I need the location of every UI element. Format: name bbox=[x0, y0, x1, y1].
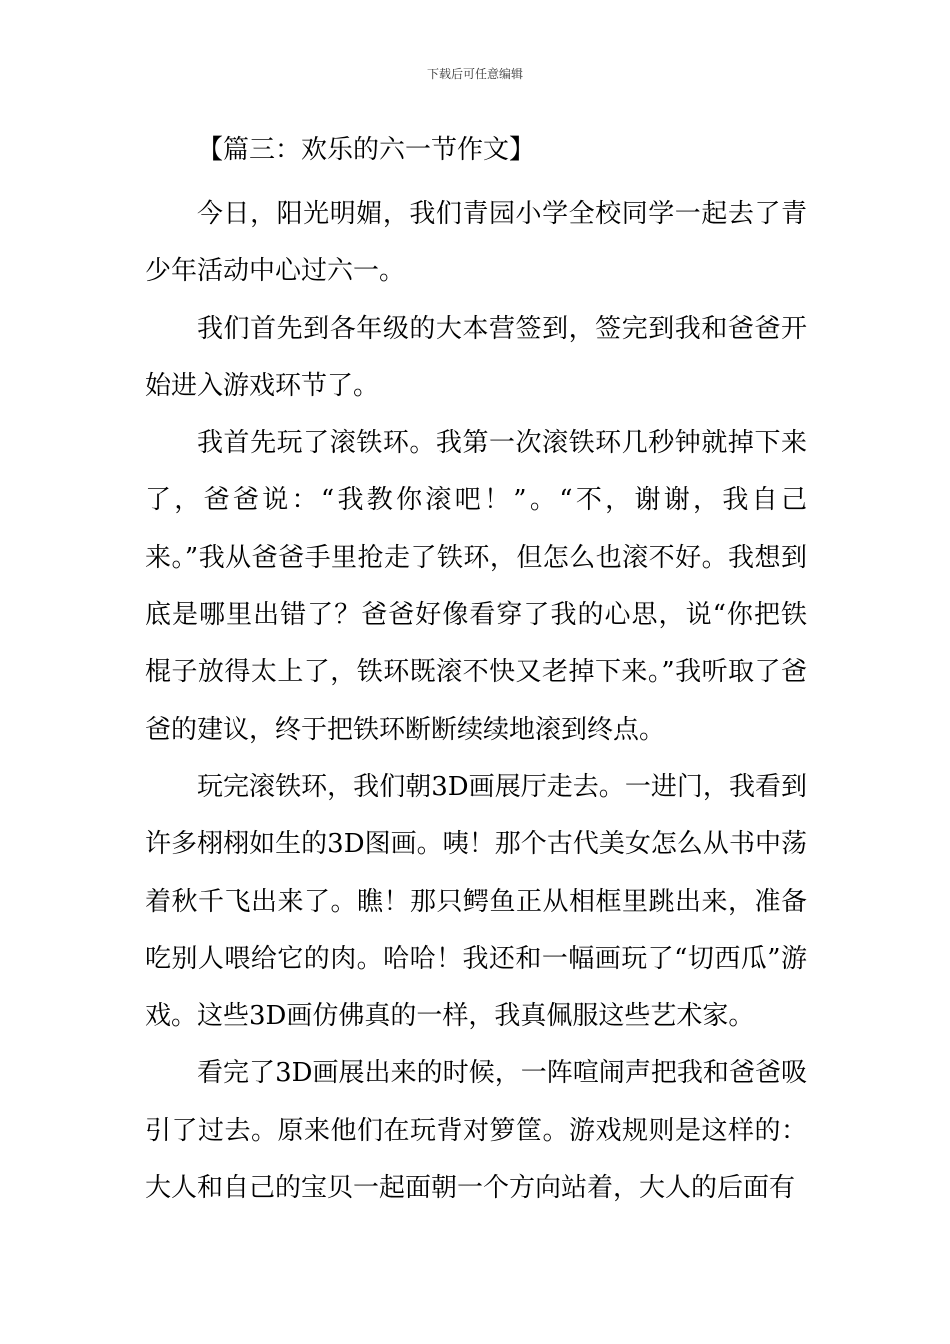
article-body bbox=[145, 129, 807, 1217]
paragraph-1: 今日，阳光明媚，我们青园小学全校同学一起去了青少年活动中心过六一。 bbox=[145, 199, 807, 287]
paragraph-4: 玩完滚铁环，我们朝3D画展厅走去。一进门，我看到许多栩栩如生的3D图画。咦！那个古代美女怎么从书中荡着秋千飞出来了。瞧！那只鳄鱼正从相框里跳出来，准备吃别人喂给它的肉。哈哈！我还和一幅画玩了“切西瓜”游戏。这些3D画仿佛真的一样，我真佩服这些艺术家。 bbox=[145, 771, 807, 1032]
paragraph-2: 我们首先到各年级的大本营签到，签完到我和爸爸开始进入游戏环节了。 bbox=[145, 313, 807, 401]
page-header-note: 下载后可任意编辑 bbox=[426, 67, 523, 81]
article-title: 【篇三：欢乐的六一节作文】 bbox=[197, 135, 536, 165]
paragraph-3: 我首先玩了滚铁环。我第一次滚铁环几秒钟就掉下来了，爸爸说：“我教你滚吧！”。“不，谢谢，我自己来。”我从爸爸手里抢走了铁环，但怎么也滚不好。我想到底是哪里出错了？爸爸好像看穿了我的心思，说“你把铁棍子放得太上了，铁环既滚不快又老掉下来。”我听取了爸爸的建议，终于把铁环断断续续地滚到终点。 bbox=[145, 428, 807, 745]
paragraph-5: 看完了3D画展出来的时候，一阵喧闹声把我和爸爸吸引了过去。原来他们在玩背对箩筐。游戏规则是这样的：大人和自己的宝贝一起面朝一个方向站着，大人的后面有 bbox=[145, 1058, 807, 1204]
